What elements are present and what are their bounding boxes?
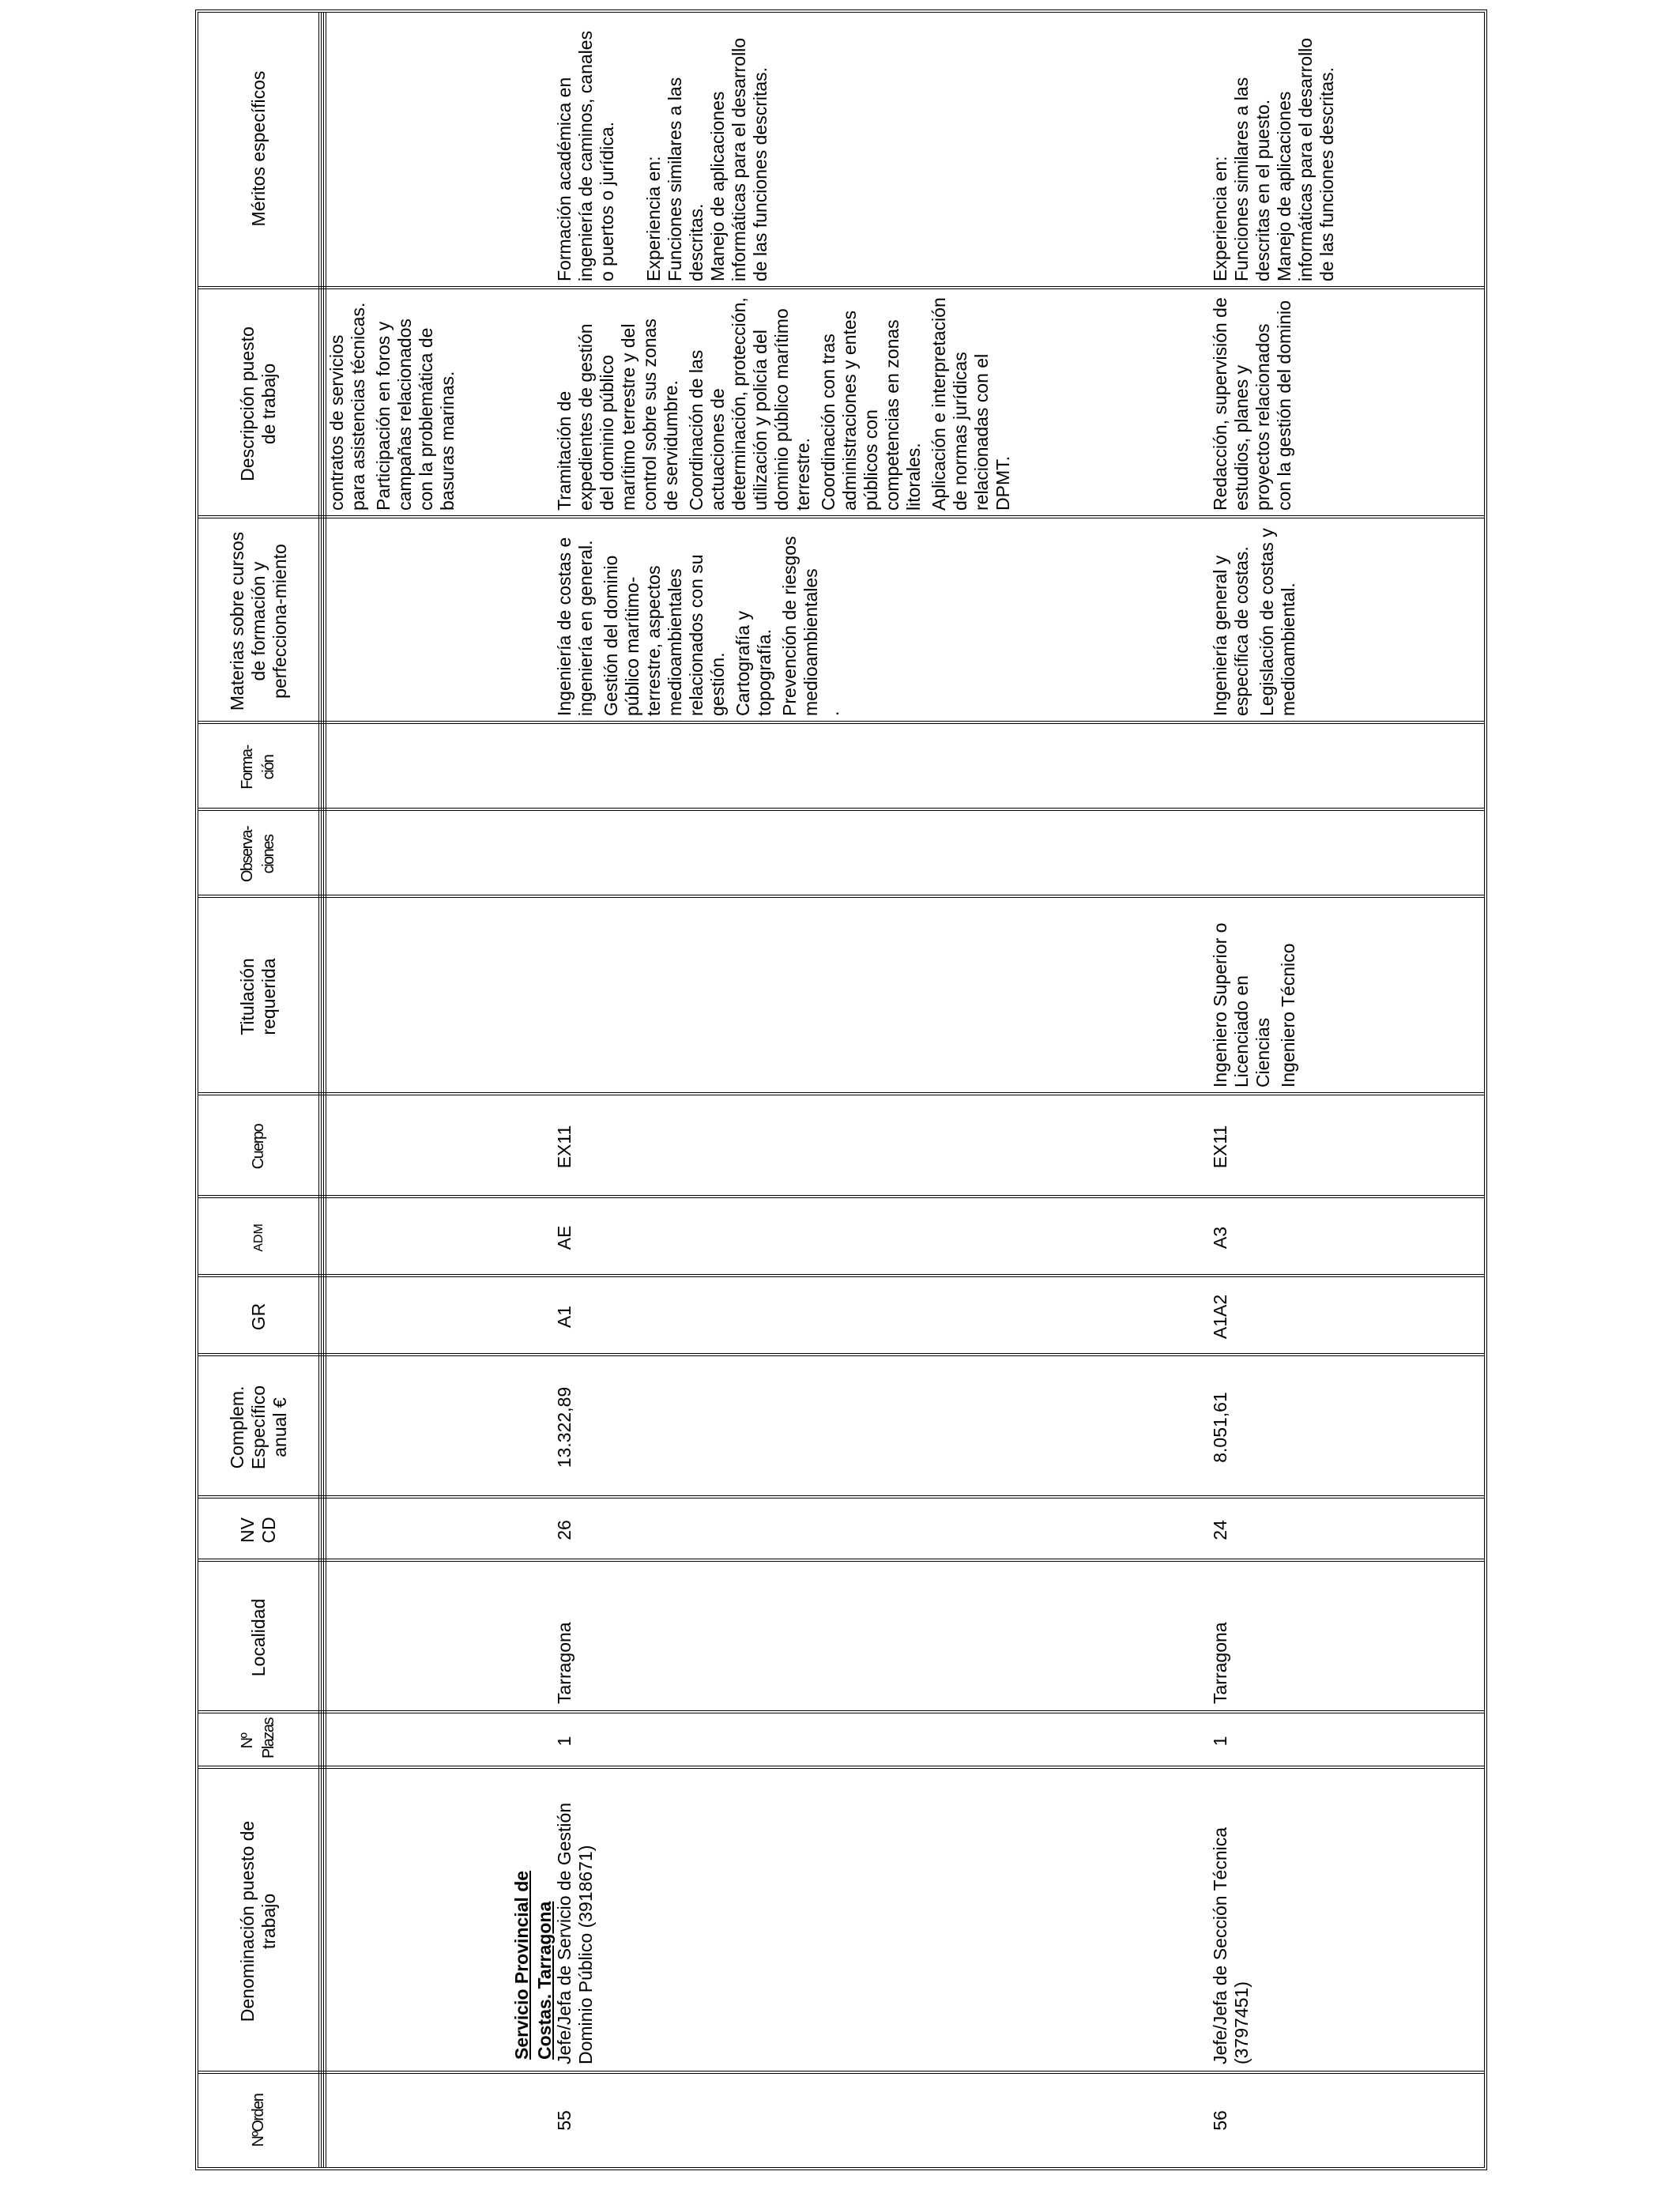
row-56-grupo: A1A2 — [1210, 1294, 1230, 1340]
header-meritos: Méritos específicos — [247, 70, 269, 227]
header-nivel-text: NV CD — [237, 1517, 279, 1544]
row-56-materias-item: Ingeniería general y específica de costas. — [1210, 546, 1252, 716]
column-divider — [198, 1353, 1484, 1356]
row-55-meritos-item: Formación académica en ingeniería de caminos, canales o puertos o jurídica. — [554, 30, 617, 281]
header-formacion — [198, 724, 318, 811]
row-55-descripcion — [554, 289, 1018, 517]
row-56-titulacion-item: Ingeniero Superior o Licenciado en Ciencias — [1210, 922, 1273, 1088]
row-55-descripcion-item: Coordinación con tras administraciones y entes públicos con competencias en zonas litorales. — [818, 310, 924, 511]
row-56-meritos-item: Funciones similares a las descritas en el puesto. — [1231, 77, 1273, 281]
header-cuerpo: Cuerpo — [249, 1124, 267, 1170]
row-55-meritos — [554, 9, 771, 288]
continuation-descripcion — [326, 291, 462, 517]
row-55-localidad: Tarragona — [554, 1622, 574, 1704]
header-nivel — [198, 1498, 318, 1562]
row-55-materias-item: Prevención de riesgos medioambientales — [779, 536, 821, 716]
column-divider — [198, 2071, 1484, 2074]
row-56-adm: A3 — [1210, 1226, 1230, 1250]
row-55-meritos-item: Experiencia en: — [643, 156, 664, 281]
header-complemento-text: Complem. Específico anual € — [226, 1385, 290, 1470]
header-observaciones — [198, 811, 318, 898]
column-divider — [198, 1766, 1484, 1769]
row-56-materias-item: Legislación de costas y medioambiental. — [1256, 528, 1298, 716]
column-divider — [198, 808, 1484, 811]
row-56-meritos-item: Experiencia en: — [1210, 156, 1230, 281]
header-orden: NºOrden — [249, 2094, 267, 2147]
row-55-materias — [554, 518, 843, 722]
row-55-plazas: 1 — [554, 1736, 574, 1747]
row-56-localidad: Tarragona — [1210, 1622, 1230, 1704]
header-titulacion — [198, 898, 318, 1095]
section-title: Servicio Provincial de Costas. Tarragona — [511, 1870, 555, 2060]
continuation-paragraph: contratos de servicios para asistencias técnicas. — [326, 302, 368, 511]
row-55-nivel: 26 — [554, 1520, 574, 1540]
row-56-titulacion — [1210, 898, 1303, 1094]
header-grupo: GR — [247, 1302, 269, 1331]
column-divider — [198, 1559, 1484, 1562]
job-positions-table — [195, 9, 1487, 2170]
header-plazas — [198, 1713, 318, 1769]
header-descripcion-text: Descripción puesto de trabajo — [237, 326, 279, 481]
row-55-materias-item: Gestión del dominio público marítimo-terrestre, aspectos medioambientales relacionados con su gestión. — [601, 554, 728, 716]
header-materias-text: Materias sobre cursos de formación y perfecciona-miento — [226, 531, 290, 711]
row-55-adm: AE — [554, 1225, 574, 1250]
row-55-orden: 55 — [554, 2110, 574, 2131]
row-56-meritos-item: Manejo de aplicaciones informáticas para el desarrollo de las funciones descritas. — [1274, 37, 1337, 281]
header-denominacion — [198, 1769, 318, 2074]
column-divider — [198, 1195, 1484, 1198]
row-56-nivel: 24 — [1210, 1520, 1230, 1540]
header-formacion-text: Forma-ción — [239, 745, 277, 790]
header-localidad: Localidad — [247, 1598, 269, 1677]
row-56-descripcion-item: Redacción, supervisión de estudios, planes y proyectos relacionados con la gestión del dominio — [1210, 297, 1294, 511]
header-complemento — [198, 1356, 318, 1498]
row-55-complemento: 13.322,89 — [554, 1386, 574, 1468]
header-row-divider — [318, 13, 322, 2167]
row-56-descripcion — [1210, 289, 1299, 517]
row-55-meritos-item: Manejo de aplicaciones informáticas para el desarrollo de las funciones descritas. — [707, 37, 770, 281]
row-55-descripcion-item: Tramitación de expedientes de gestión del dominio público marítimo terrestre y del control sobre sus zonas de servidumbre. — [554, 319, 681, 511]
row-56-meritos — [1210, 9, 1338, 288]
row-55-grupo: A1 — [554, 1305, 574, 1329]
continuation-paragraph: Participación en foros y campañas relacionados con la problemática de basuras marinas. — [373, 319, 458, 511]
column-divider — [198, 1710, 1484, 1713]
row-56-plazas: 1 — [1210, 1736, 1230, 1747]
header-denominacion-text: Denominación puesto de trabajo — [237, 1820, 279, 2022]
header-materias — [198, 518, 318, 724]
row-56-titulacion-item: Ingeniero Técnico — [1278, 943, 1298, 1088]
header-titulacion-text: Titulación requerida — [237, 958, 279, 1035]
row-55-denominacion: Jefe/Jefa de Servicio de Gestión Dominio Público (3918671) — [554, 1802, 596, 2064]
row-55-materias-item: . — [822, 711, 842, 716]
row-55-descripcion-item: Coordinación de las actuaciones de determinación, protección, utilización y policía del dominio público marítimo terrestre. — [686, 297, 813, 511]
header-observaciones-text: Observa-ciones — [239, 826, 277, 883]
row-55-meritos-item: Funciones similares a las descritas. — [665, 77, 706, 281]
column-divider — [198, 1274, 1484, 1277]
row-56-materias — [1210, 518, 1303, 722]
row-56-orden: 56 — [1210, 2110, 1230, 2131]
row-55-descripcion-item: Aplicación e interpretación de normas jurídicas relacionadas con el DPMT. — [929, 297, 1013, 511]
row-56-denominacion: Jefe/Jefa de Sección Técnica (3797451) — [1210, 1826, 1252, 2064]
row-55-materias-item: Cartografía y topografía. — [733, 611, 774, 716]
row-56-complemento: 8.051,61 — [1210, 1392, 1230, 1463]
row-56-cuerpo: EX11 — [1210, 1125, 1230, 1169]
row-55-materias-item: Ingeniería de costas e ingeniería en general. — [554, 537, 596, 716]
column-divider — [198, 1495, 1484, 1498]
header-descripcion — [198, 289, 318, 518]
row-55-cuerpo: EX11 — [554, 1125, 574, 1169]
header-adm: ADM — [251, 1223, 266, 1252]
header-plazas-text: Nº Plazas — [239, 1717, 277, 1759]
